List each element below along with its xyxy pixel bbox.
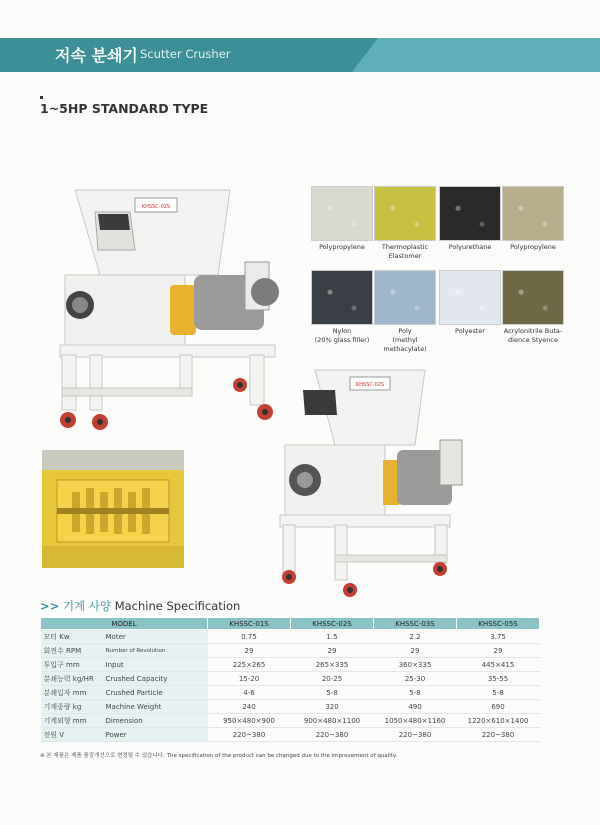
material-caption: Thermoplastic Elastomer (381, 243, 429, 260)
spec-value: 690 (457, 700, 540, 714)
spec-label-ko: 회전수 RPM (41, 644, 103, 658)
footnote: ※ 본 제품은 제품 품질개선으로 변경될 수 있습니다. The specification of the product can be changed due to the improvement of quality. (40, 753, 398, 759)
spec-value: 490 (374, 700, 457, 714)
material-item (311, 270, 373, 345)
header-band-right (378, 38, 600, 72)
spec-value: 5-8 (457, 686, 540, 700)
spec-header-col: KHSSC-01S (208, 618, 291, 630)
spec-value: 900×480×1100 (291, 714, 374, 728)
page-title-ko: 저속 분쇄기 (55, 46, 138, 65)
spec-table (40, 617, 540, 742)
spec-row (41, 728, 540, 742)
spec-value: 0.75 (208, 630, 291, 644)
spec-header-col: KHSSC-03S (374, 618, 457, 630)
spec-label-en: Input (103, 658, 208, 672)
spec-value: 35-55 (457, 672, 540, 686)
spec-title (40, 598, 240, 614)
spec-value: 445×415 (457, 658, 540, 672)
spec-value: 29 (291, 644, 374, 658)
spec-header-col: KHSSC-05S (457, 618, 540, 630)
material-caption: Polyurethane (448, 243, 492, 251)
spec-header-col: KHSSC-02S (291, 618, 374, 630)
type-marker (40, 96, 43, 99)
spec-label-ko: 분쇄입자 mm (41, 686, 103, 700)
spec-title-ko: 기계 사양 (62, 599, 112, 613)
material-swatch (374, 186, 436, 241)
spec-value: 25-30 (374, 672, 457, 686)
spec-value: 1.5 (291, 630, 374, 644)
spec-value: 4-6 (208, 686, 291, 700)
header-angle (352, 38, 378, 72)
spec-label-en: Power (103, 728, 208, 742)
material-caption: Nylon (20% glass filler) (314, 327, 370, 344)
spec-label-en: Crushed Particle (103, 686, 208, 700)
material-swatch (439, 270, 501, 325)
spec-label-ko: 기계중량 kg (41, 700, 103, 714)
material-swatch (311, 270, 373, 325)
spec-value: 5-8 (374, 686, 457, 700)
material-swatch (502, 270, 564, 325)
spec-label-ko: 전원 V (41, 728, 103, 742)
spec-value: 225×265 (208, 658, 291, 672)
spec-row (41, 672, 540, 686)
material-caption: Polypropylene (510, 243, 556, 251)
spec-value: 5-8 (291, 686, 374, 700)
spec-row (41, 714, 540, 728)
cutter-closeup-photo (42, 450, 184, 568)
spec-label-en: Dimension (103, 714, 208, 728)
spec-value: 950×480×900 (208, 714, 291, 728)
spec-value: 29 (374, 644, 457, 658)
machine-photo-large (40, 180, 290, 435)
material-item (311, 186, 373, 252)
page-header (0, 38, 600, 72)
spec-title-en: Machine Specification (114, 599, 241, 613)
page-title-en: Scutter Crusher (140, 47, 231, 61)
spec-value: 265×335 (291, 658, 374, 672)
type-label: 1~5HP STANDARD TYPE (40, 101, 209, 116)
machine-photo-small (275, 365, 490, 600)
spec-label-ko: 모터 Kw (41, 630, 103, 644)
spec-value: 1220×610×1400 (457, 714, 540, 728)
spec-label-ko: 분쇄능력 kg/HR (41, 672, 103, 686)
spec-value: 20-25 (291, 672, 374, 686)
material-swatch (439, 186, 501, 241)
spec-row (41, 686, 540, 700)
material-item (502, 270, 564, 345)
spec-row (41, 700, 540, 714)
material-caption: Polypropylene (319, 243, 365, 251)
spec-value: 240 (208, 700, 291, 714)
spec-row (41, 630, 540, 644)
material-caption: Polyester (455, 327, 485, 335)
material-item (502, 186, 564, 252)
spec-row (41, 644, 540, 658)
material-swatch (374, 270, 436, 325)
material-swatch (311, 186, 373, 241)
material-swatch (502, 186, 564, 241)
spec-header-model: MODEL (41, 618, 208, 630)
spec-value: 2.2 (374, 630, 457, 644)
spec-arrow-icon: >> (40, 599, 60, 613)
spec-value: 15-20 (208, 672, 291, 686)
material-item (374, 270, 436, 354)
spec-label-en: Crushed Capacity (103, 672, 208, 686)
spec-value: 320 (291, 700, 374, 714)
machine-badge-small: KHSSC-02S (355, 382, 385, 388)
material-item (439, 270, 501, 336)
spec-value: 1050×480×1160 (374, 714, 457, 728)
spec-value: 29 (457, 644, 540, 658)
spec-value: 220~380 (374, 728, 457, 742)
spec-value: 220~380 (457, 728, 540, 742)
spec-value: 220~380 (291, 728, 374, 742)
spec-value: 29 (208, 644, 291, 658)
spec-label-ko: 투입구 mm (41, 658, 103, 672)
spec-value: 3.75 (457, 630, 540, 644)
spec-label-ko: 기계외형 mm (41, 714, 103, 728)
machine-badge: KHSSC-02S (141, 204, 171, 210)
material-item (374, 186, 436, 261)
spec-label-en: Moter (103, 630, 208, 644)
material-item (439, 186, 501, 252)
spec-header-row (41, 618, 540, 630)
material-caption: Poly (methyl methacylate) (383, 327, 427, 353)
spec-row (41, 658, 540, 672)
spec-value: 220~380 (208, 728, 291, 742)
spec-label-en: Number of Revolution (103, 644, 208, 658)
spec-value: 360×335 (374, 658, 457, 672)
material-caption: Acrylonitrile Buta- dience Styence (503, 327, 563, 344)
spec-label-en: Machine Weight (103, 700, 208, 714)
